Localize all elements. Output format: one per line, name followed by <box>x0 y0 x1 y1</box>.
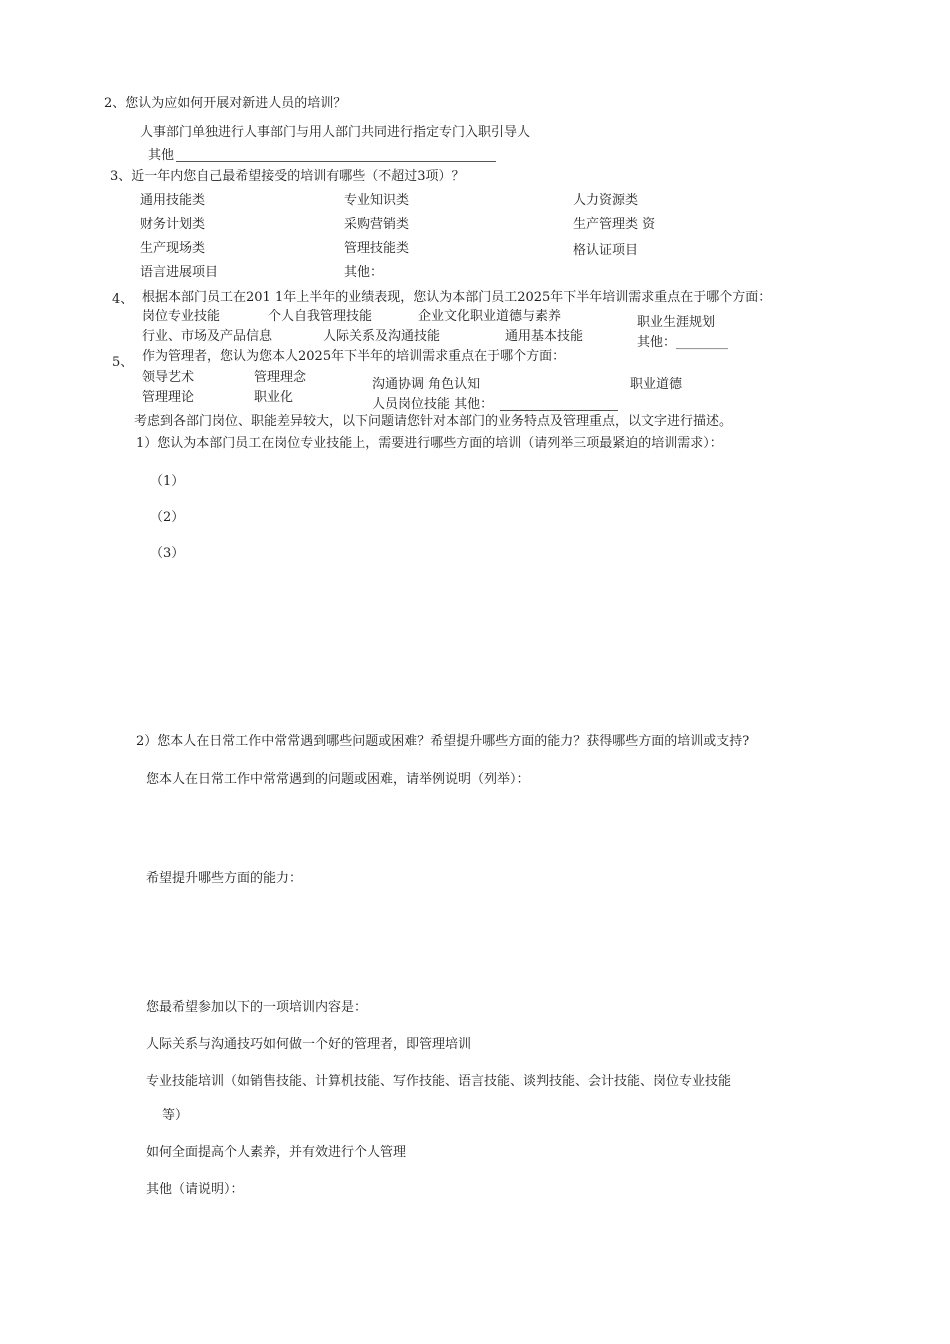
q3-option[interactable]: 通用技能类 <box>140 193 206 208</box>
sub2-title: 2）您本人在日常工作中常常遇到哪些问题或困难？希望提升哪些方面的能力？获得哪些方面的培训或支持? <box>136 734 750 749</box>
sub1-title: 1）您认为本部门员工在岗位专业技能上，需要进行哪些方面的培训（请列举三项最紧迫的培训需求）： <box>136 436 723 451</box>
q3-option[interactable]: 生产管理类 资 <box>573 217 656 232</box>
q3-option[interactable]: 管理技能类 <box>344 241 410 256</box>
q3-option[interactable]: 人力资源类 <box>573 193 639 208</box>
q5-number: 5、 <box>112 355 134 370</box>
sub2-option[interactable]: 专业技能培训（如销售技能、计算机技能、写作技能、语言技能、谈判技能、会计技能、岗位专业技能 <box>146 1074 732 1089</box>
q2-options[interactable]: 人事部门单独进行人事部门与用人部门共同进行指定专门入职引导人 <box>140 125 531 140</box>
q3-option[interactable]: 专业知识类 <box>344 193 410 208</box>
q5-option[interactable]: 领导艺术 <box>142 370 195 385</box>
q2-other-blank[interactable] <box>176 161 496 162</box>
q5-option[interactable]: 职业道德 <box>630 377 683 392</box>
sub2-option[interactable]: 如何全面提高个人素养，并有效进行个人管理 <box>146 1145 407 1160</box>
q4-number: 4、 <box>112 292 134 307</box>
sub1-item[interactable]: （1） <box>150 474 185 489</box>
q3-option[interactable]: 财务计划类 <box>140 217 206 232</box>
q4-option[interactable]: 人际关系及沟通技能 <box>323 329 441 344</box>
sub2-option[interactable]: 其他（请说明）： <box>146 1182 244 1197</box>
q4-other[interactable]: 其他：________ <box>637 335 729 350</box>
q3-title: 3、近一年内您自己最希望接受的培训有哪些（不超过3项）？ <box>110 169 465 184</box>
q5-option[interactable]: 人员岗位技能 其他： <box>372 397 494 412</box>
q3-other-label[interactable]: 其他： <box>344 265 384 280</box>
q2-title: 2、您认为应如何开展对新进人员的培训？ <box>104 96 347 111</box>
q3-option[interactable]: 生产现场类 <box>140 241 206 256</box>
q3-option[interactable]: 格认证项目 <box>573 243 639 258</box>
q4-option[interactable]: 企业文化职业道德与素养 <box>418 309 562 324</box>
q4-option[interactable]: 通用基本技能 <box>505 329 584 344</box>
q2-other-label: 其他 <box>148 148 175 163</box>
q5-option[interactable]: 管理理念 <box>254 370 307 385</box>
q4-option[interactable]: 个人自我管理技能 <box>268 309 373 324</box>
sub2-problems-prompt: 您本人在日常工作中常常遇到的问题或困难，请举例说明（列举）： <box>146 772 530 787</box>
sub1-item[interactable]: （3） <box>150 546 185 561</box>
q4-option[interactable]: 行业、市场及产品信息 <box>142 329 273 344</box>
q3-option[interactable]: 语言进展项目 <box>140 265 219 280</box>
q5-option[interactable]: 职业化 <box>254 390 294 405</box>
sub1-item[interactable]: （2） <box>150 510 185 525</box>
sub2-prefer-prompt: 您最希望参加以下的一项培训内容是： <box>146 1000 368 1015</box>
q4-title: 根据本部门员工在201 1年上半年的业绩表现，您认为本部门员工2025年下半年培训需求重点在于哪个方面： <box>142 290 772 305</box>
q4-option[interactable]: 岗位专业技能 <box>142 309 221 324</box>
section-intro: 考虑到各部门岗位、职能差异较大，以下问题请您针对本部门的业务特点及管理重点，以文字进行描述。 <box>134 414 733 429</box>
q5-title: 作为管理者，您认为您本人2025年下半年的培训需求重点在于哪个方面： <box>142 349 566 364</box>
q5-option[interactable]: 管理理论 <box>142 390 195 405</box>
sub2-option-cont: 等） <box>162 1108 189 1123</box>
sub2-abilities-prompt: 希望提升哪些方面的能力： <box>146 871 303 886</box>
q5-option[interactable]: 沟通协调 角色认知 <box>372 377 481 392</box>
q3-option[interactable]: 采购营销类 <box>344 217 410 232</box>
q4-option[interactable]: 职业生涯规划 <box>637 315 716 330</box>
q5-other-blank[interactable] <box>500 410 618 411</box>
sub2-option[interactable]: 人际关系与沟通技巧如何做一个好的管理者，即管理培训 <box>146 1037 472 1052</box>
